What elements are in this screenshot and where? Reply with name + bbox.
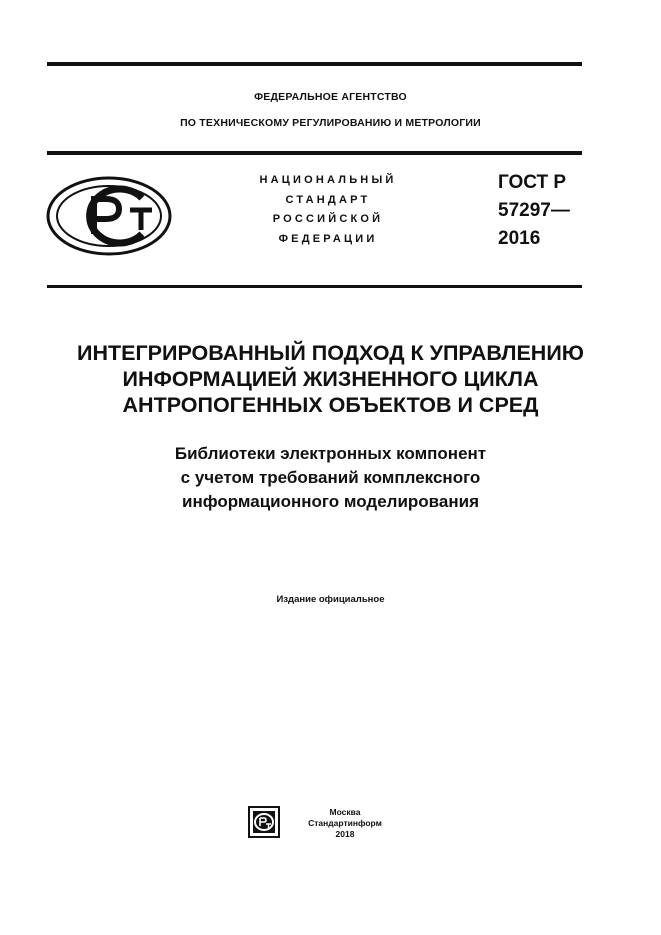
edition-note: Издание официальное (276, 594, 385, 605)
document-title-line2: ИНФОРМАЦИЕЙ ЖИЗНЕННОГО ЦИКЛА (122, 367, 539, 391)
standard-type-line4: ФЕДЕРАЦИИ (278, 233, 378, 245)
top-rule (47, 62, 582, 66)
header-rule (47, 151, 582, 155)
standard-type-line2: СТАНДАРТ (285, 194, 371, 206)
document-subtitle-line1: Библиотеки электронных компонент (174, 444, 487, 463)
document-subtitle-line2: с учетом требований комплексного (180, 468, 481, 487)
document-title-line3: АНТРОПОГЕННЫХ ОБЪЕКТОВ И СРЕД (122, 393, 539, 417)
agency-name-line1: ФЕДЕРАЛЬНОЕ АГЕНТСТВО (254, 91, 407, 103)
rst-certification-mark-icon (46, 176, 172, 256)
standard-type-line1: НАЦИОНАЛЬНЫЙ (259, 174, 397, 186)
standard-designation-line3: 2016 (498, 228, 541, 249)
standard-designation-line1: ГОСТ Р (498, 172, 567, 193)
standard-designation-line2: 57297— (498, 200, 570, 221)
publisher-city: Москва (329, 807, 361, 817)
document-subtitle-line3: информационного моделирования (182, 492, 479, 511)
publisher-name: Стандартинформ (308, 818, 382, 828)
document-title-line1: ИНТЕГРИРОВАННЫЙ ПОДХОД К УПРАВЛЕНИЮ (77, 341, 584, 365)
agency-name-line2: ПО ТЕХНИЧЕСКОМУ РЕГУЛИРОВАНИЮ И МЕТРОЛОГИИ (180, 117, 481, 129)
standard-type-line3: РОССИЙСКОЙ (272, 213, 384, 225)
publication-year: 2018 (335, 829, 355, 839)
header-bottom-rule (47, 285, 582, 288)
standartinform-logo-icon (248, 806, 280, 838)
